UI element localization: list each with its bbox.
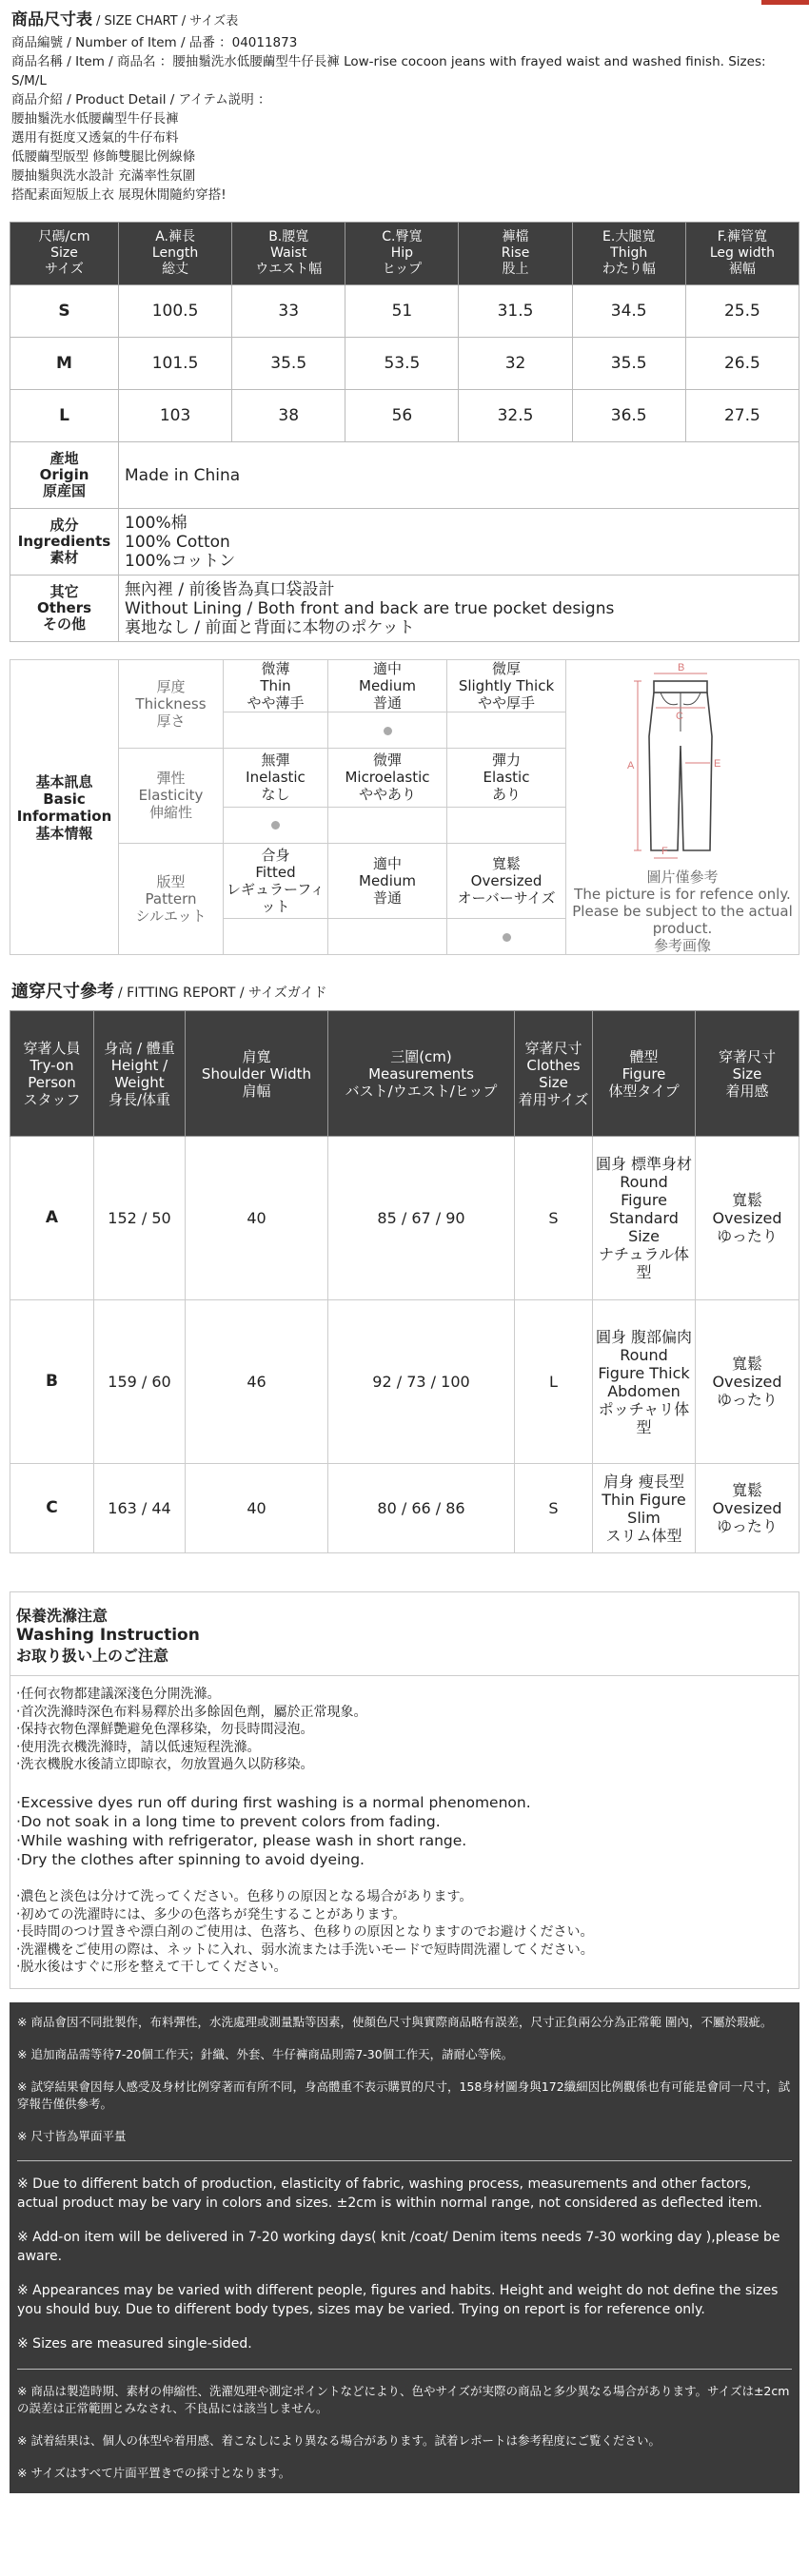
svg-text:C: C bbox=[676, 711, 683, 722]
figure-type: 肩身 瘦長型 Thin Figure Slim スリム体型 bbox=[593, 1464, 696, 1553]
ingredients-value: 100%棉 100% Cotton 100%コットン bbox=[119, 509, 799, 576]
size-chart-header-row bbox=[10, 223, 799, 285]
thickness-indicator bbox=[447, 712, 566, 749]
note-zh: ※ 商品會因不同批製作，布料彈性，水洗處理或測量點等因素，使顏色尺寸與實際商品略有誤差，尺寸正負兩公分為正常範 圍內，不屬於瑕疵。 bbox=[17, 2014, 773, 2029]
pattern-option: 適中 Medium 普通 bbox=[328, 843, 447, 919]
fit-feel: 寬鬆 Ovesized ゆったり bbox=[696, 1137, 799, 1300]
col-header-height-weight: 身高 / 體重 Height / Weight 身長/体重 bbox=[94, 1011, 186, 1137]
size-chart-title bbox=[11, 6, 798, 29]
table-cell: 56 bbox=[345, 390, 459, 442]
col-header-clothes-size: 穿著尺寸 Clothes Size 着用サイズ bbox=[515, 1011, 593, 1137]
others-label: 其它 Others その他 bbox=[10, 576, 119, 642]
note-zh: ※ 試穿結果會因每人感受及身材比例穿著而有所不同，身高體重不表示購買的尺寸，158身材圖身與172纖細因比例觀係也有可能是會同一尺寸，試穿報告僅供參考。 bbox=[17, 2078, 791, 2111]
elasticity-indicator bbox=[447, 807, 566, 843]
ingredients-row bbox=[10, 509, 799, 576]
col-header-leg-width: F.褲管寬 Leg width 裾幅 bbox=[685, 223, 799, 285]
others-row bbox=[10, 576, 799, 642]
product-detail-line: 低腰繭型版型 修飾雙腿比例線條 bbox=[11, 149, 196, 165]
table-cell: 80 / 66 / 86 bbox=[328, 1464, 515, 1553]
table-cell: 36.5 bbox=[572, 390, 685, 442]
thickness-indicator-selected bbox=[328, 712, 447, 749]
pants-diagram bbox=[602, 660, 763, 865]
svg-text:F: F bbox=[661, 846, 668, 857]
washing-instruction-body bbox=[10, 1675, 799, 1989]
elasticity-option: 彈力 Elastic あり bbox=[447, 749, 566, 808]
note-zh: ※ 尺寸皆為單面平量 bbox=[17, 2128, 127, 2143]
table-cell: 35.5 bbox=[232, 338, 345, 390]
note-en: ※ Appearances may be varied with different people, figures and habits. Height and weight do not define the sizes you should buy. Due to different body types, sizes may be varied. Trying on report is for reference only. bbox=[17, 2282, 779, 2317]
note-en: ※ Due to different batch of production, elasticity of fabric, washing process, measurements and other factors, actual product may be vary in colors and sizes. ±2cm is within normal range, not considered as deflected item. bbox=[17, 2176, 762, 2211]
pattern-indicator-selected bbox=[447, 919, 566, 955]
person-id: B bbox=[10, 1300, 94, 1464]
figure-type: 圓身 標準身材 Round Figure Standard Size ナチュラル体型 bbox=[593, 1137, 696, 1300]
person-id: A bbox=[10, 1137, 94, 1300]
table-cell: 101.5 bbox=[119, 338, 232, 390]
fitting-title-main: 適穿尺寸參考 bbox=[11, 982, 114, 1002]
col-header-thigh: E.大腿寬 Thigh わたり幅 bbox=[572, 223, 685, 285]
figure-caption-zh: 圖片僅參考 bbox=[646, 868, 719, 886]
table-cell: 38 bbox=[232, 390, 345, 442]
thickness-option: 微薄 Thin やや薄手 bbox=[224, 660, 328, 712]
col-header-person: 穿著人員 Try-on Person スタッフ bbox=[10, 1011, 94, 1137]
title-main: 商品尺寸表 bbox=[11, 10, 92, 29]
table-cell: S bbox=[515, 1137, 593, 1300]
ingredients-label: 成分 Ingredients 素材 bbox=[10, 509, 119, 576]
col-header-waist: B.腰寬 Waist ウエスト幅 bbox=[232, 223, 345, 285]
fitting-title-sub: / FITTING REPORT / サイズガイド bbox=[118, 986, 327, 1001]
origin-value: Made in China bbox=[119, 442, 799, 509]
pants-figure-cell bbox=[566, 660, 799, 955]
table-cell: 35.5 bbox=[572, 338, 685, 390]
divider bbox=[17, 2160, 792, 2161]
note-ja: ※ サイズはすべて片面平置きでの採寸となります。 bbox=[17, 2465, 291, 2480]
basic-info-label: 基本訊息 Basic Information 基本情報 bbox=[10, 660, 119, 955]
svg-text:B: B bbox=[678, 662, 685, 673]
figure-caption-en: The picture is for refence only. bbox=[574, 886, 791, 903]
elasticity-indicator bbox=[328, 807, 447, 843]
col-header-measurements: 三圍(cm) Measurements バスト/ウエスト/ヒップ bbox=[328, 1011, 515, 1137]
table-cell: 85 / 67 / 90 bbox=[328, 1137, 515, 1300]
washing-instruction bbox=[10, 1591, 799, 1989]
person-id: C bbox=[10, 1464, 94, 1553]
note-ja: ※ 試着結果は、個人の体型や着用感、着こなしにより異なる場合があります。試着レポートは参考程度にご覧ください。 bbox=[17, 2432, 661, 2448]
table-cell: 32 bbox=[459, 338, 572, 390]
table-row bbox=[10, 285, 799, 338]
thickness-label: 厚度 Thickness 厚さ bbox=[119, 660, 224, 749]
table-cell: 100.5 bbox=[119, 285, 232, 338]
table-cell: 26.5 bbox=[685, 338, 799, 390]
figure-caption-ja: 參考画像 bbox=[653, 937, 711, 954]
col-header-figure: 體型 Figure 体型タイプ bbox=[593, 1011, 696, 1137]
title-sub: / SIZE CHART / サイズ表 bbox=[96, 14, 239, 29]
figure-type: 圓身 腹部偏肉 Round Figure Thick Abdomen ポッチャリ体型 bbox=[593, 1300, 696, 1464]
item-number: 商品編號 / Number of Item / 品番 ：04011873 bbox=[11, 35, 298, 50]
fit-feel: 寬鬆 Ovesized ゆったり bbox=[696, 1464, 799, 1553]
table-cell: 32.5 bbox=[459, 390, 572, 442]
col-header-shoulder: 肩寬 Shoulder Width 肩幅 bbox=[186, 1011, 328, 1137]
svg-text:E: E bbox=[714, 758, 721, 770]
table-cell: 53.5 bbox=[345, 338, 459, 390]
table-cell: 34.5 bbox=[572, 285, 685, 338]
table-cell: 40 bbox=[186, 1464, 328, 1553]
note-en: ※ Add-on item will be delivered in 7-20 working days( knit /coat/ Denim items needs 7-30 working day ),please be aware. bbox=[17, 2229, 780, 2264]
pattern-indicator bbox=[328, 919, 447, 955]
product-info bbox=[0, 0, 809, 205]
table-cell: L bbox=[515, 1300, 593, 1464]
care-list-zh: ‧任何衣物都建議深淺色分開洗滌。 ‧首次洗滌時深色布料易釋於出多餘固色劑，屬於正常現象。 ‧保持衣物色澤鮮艷避免色澤移染，勿長時間浸泡。 ‧使用洗衣機洗滌時，請以低速短程洗滌。 ‧洗衣機脫水後請立即晾衣，勿放置過久以防移染。 bbox=[16, 1687, 367, 1773]
table-cell: 163 / 44 bbox=[94, 1464, 186, 1553]
fitting-report-table bbox=[10, 1010, 799, 1553]
size-label: L bbox=[10, 390, 119, 442]
table-cell: 31.5 bbox=[459, 285, 572, 338]
elasticity-label: 彈性 Elasticity 伸縮性 bbox=[119, 749, 224, 844]
table-cell: 25.5 bbox=[685, 285, 799, 338]
table-cell: S bbox=[515, 1464, 593, 1553]
size-label: S bbox=[10, 285, 119, 338]
elasticity-option: 微彈 Microelastic ややあり bbox=[328, 749, 447, 808]
fitting-header-row bbox=[10, 1011, 799, 1137]
thickness-option: 適中 Medium 普通 bbox=[328, 660, 447, 712]
basic-info-table bbox=[10, 659, 799, 955]
origin-row bbox=[10, 442, 799, 509]
table-row bbox=[10, 1137, 799, 1300]
col-header-length: A.褲長 Length 総丈 bbox=[119, 223, 232, 285]
washing-instruction-title: 保養洗滌注意 Washing Instruction お取り扱い上のご注意 bbox=[10, 1591, 799, 1675]
col-header-hip: C.臀寬 Hip ヒップ bbox=[345, 223, 459, 285]
pattern-option: 合身 Fitted レギュラーフィット bbox=[224, 843, 328, 919]
table-row bbox=[10, 1464, 799, 1553]
notes-panel bbox=[10, 2002, 799, 2493]
pattern-option: 寬鬆 Oversized オーバーサイズ bbox=[447, 843, 566, 919]
fit-feel: 寬鬆 Ovesized ゆったり bbox=[696, 1300, 799, 1464]
product-detail-line: 腰抽鬚與洗水設計 充滿率性氛圍 bbox=[11, 168, 196, 184]
care-list-en: ‧Excessive dyes run off during first washing is a normal phenomenon. ‧Do not soak in a long time to prevent colors from fading. ‧While washing with refrigerator, please wash in short range. ‧Dry the clothes after spinning to avoid dyeing. bbox=[16, 1793, 531, 1868]
product-detail-line: 腰抽鬚洗水低腰繭型牛仔長褲 bbox=[11, 111, 179, 127]
note-en: ※ Sizes are measured single-sided. bbox=[17, 2335, 252, 2352]
table-row bbox=[10, 1300, 799, 1464]
others-value: 無內裡 / 前後皆為真口袋設計 Without Lining / Both front and back are true pocket designs 裏地なし / 前面と背面に本物のポケット bbox=[119, 576, 799, 642]
col-header-fit-feel: 穿著尺寸 Size 着用感 bbox=[696, 1011, 799, 1137]
note-zh: ※ 追加商品需等待7-20個工作天；針織、外套、牛仔褲商品則需7-30個工作天，請耐心等候。 bbox=[17, 2046, 514, 2061]
table-cell: 103 bbox=[119, 390, 232, 442]
size-chart-table bbox=[10, 222, 799, 642]
table-cell: 40 bbox=[186, 1137, 328, 1300]
thickness-option: 微厚 Slightly Thick やや厚手 bbox=[447, 660, 566, 712]
product-detail-label: 商品介紹 / Product Detail / アイテム説明 ： bbox=[11, 92, 271, 107]
table-row bbox=[10, 390, 799, 442]
table-cell: 51 bbox=[345, 285, 459, 338]
table-cell: 33 bbox=[232, 285, 345, 338]
col-header-rise: 褲檔 Rise 股上 bbox=[459, 223, 572, 285]
care-list-ja: ‧濃色と淡色は分けて洗ってください。色移りの原因となる場合があります。 ‧初めての洗濯時には、多少の色落ちが発生することがあります。 ‧長時間のつけ置きや漂白剤のご使用は、色落ち、色移りの原因となりますのでお避けください。 ‧洗濯機をご使用の際は、ネットに入れ、弱水流または手洗いモードで短時間洗濯してください。 ‧脱水後はすぐに形を整えて干してください。 bbox=[16, 1888, 594, 1976]
elasticity-option: 無彈 Inelastic なし bbox=[224, 749, 328, 808]
fitting-report-title bbox=[11, 978, 798, 1003]
table-cell: 152 / 50 bbox=[94, 1137, 186, 1300]
elasticity-indicator-selected bbox=[224, 807, 328, 843]
note-ja: ※ 商品は製造時期、素材の伸縮性、洗濯処理や測定ポイントなどにより、色やサイズが実際の商品と多少異なる場合があります。サイズは±2cmの誤差は正常範囲とみなされ、不良品には該当しません。 bbox=[17, 2383, 790, 2415]
thickness-indicator bbox=[224, 712, 328, 749]
item-name: 商品名稱 / Item / 商品名 ：腰抽鬚洗水低腰繭型牛仔長褲 Low-rise cocoon jeans with frayed waist and washed finish. Sizes: S/M/L bbox=[11, 54, 766, 88]
product-detail-line: 搭配素面短版上衣 展現休閒隨約穿搭! bbox=[11, 187, 227, 203]
figure-caption-en-2: Please be subject to the actual product. bbox=[572, 903, 793, 937]
table-cell: 92 / 73 / 100 bbox=[328, 1300, 515, 1464]
corner-accent-bar bbox=[761, 0, 809, 5]
table-cell: 46 bbox=[186, 1300, 328, 1464]
origin-label: 產地 Origin 原産国 bbox=[10, 442, 119, 509]
divider bbox=[17, 2369, 792, 2370]
table-row bbox=[10, 338, 799, 390]
svg-text:A: A bbox=[627, 760, 635, 771]
size-label: M bbox=[10, 338, 119, 390]
table-cell: 27.5 bbox=[685, 390, 799, 442]
col-header-size: 尺碼/cm Size サイズ bbox=[10, 223, 119, 285]
table-cell: 159 / 60 bbox=[94, 1300, 186, 1464]
pattern-label: 版型 Pattern シルエット bbox=[119, 843, 224, 955]
pattern-indicator bbox=[224, 919, 328, 955]
product-detail-line: 選用有挺度又透氣的牛仔布料 bbox=[11, 130, 179, 146]
